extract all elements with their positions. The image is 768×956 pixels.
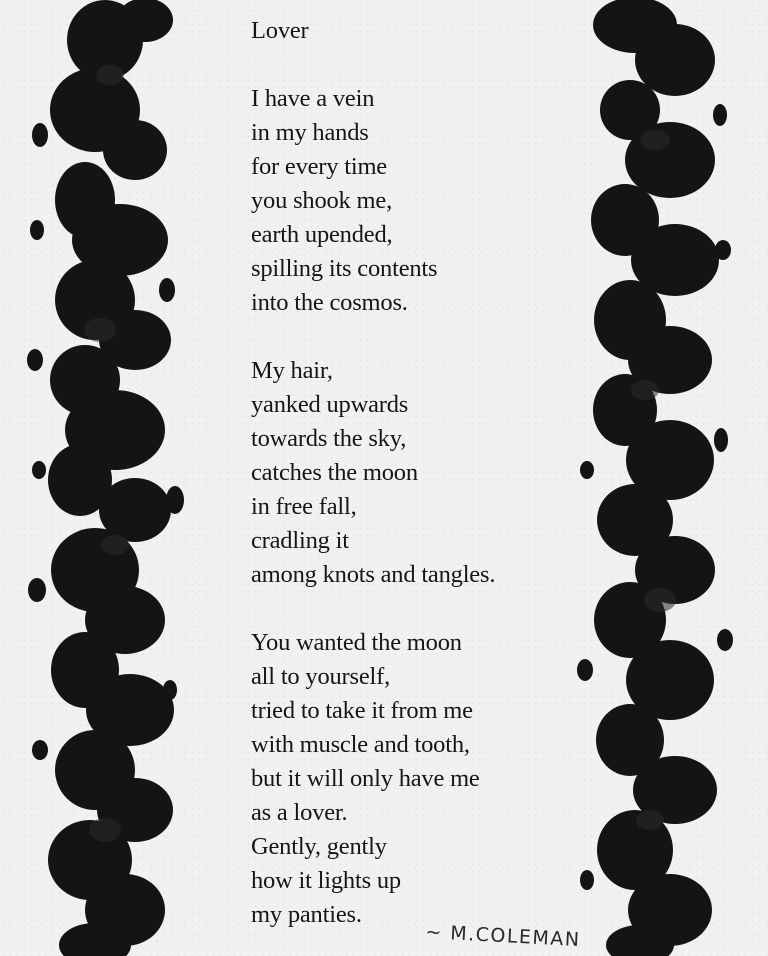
poem-line: my panties. [251, 901, 362, 928]
poem-line: spilling its contents [251, 255, 438, 282]
poem-line: for every time [251, 153, 387, 180]
poem-line: in my hands [251, 119, 369, 146]
stanza-break [251, 48, 551, 82]
poem-line: My hair, [251, 357, 333, 384]
poem-line: among knots and tangles. [251, 561, 496, 588]
poem-line: but it will only have me [251, 765, 480, 792]
stanza-break [251, 592, 551, 626]
ink-blots-left [25, 0, 195, 956]
poem-line: You wanted the moon [251, 629, 462, 656]
ink-border-left [25, 0, 195, 956]
author-signature: ~ M.COLEMAN [424, 921, 582, 952]
poem-title: Lover [251, 17, 309, 44]
poem-line: into the cosmos. [251, 289, 408, 316]
stanza-3 [251, 626, 551, 932]
poem-line: how it lights up [251, 867, 401, 894]
poem-line: I have a vein [251, 85, 375, 112]
poem-line: catches the moon [251, 459, 418, 486]
stanza-break [251, 320, 551, 354]
poem-line: in free fall, [251, 493, 357, 520]
poem-line: all to yourself, [251, 663, 391, 690]
poem-line: you shook me, [251, 187, 392, 214]
poem-line: as a lover. [251, 799, 348, 826]
stanza-2 [251, 354, 551, 592]
poem-line: earth upended, [251, 221, 393, 248]
ink-border-right [575, 0, 735, 956]
poem-line: cradling it [251, 527, 349, 554]
poem-line: with muscle and tooth, [251, 731, 470, 758]
poem-line: towards the sky, [251, 425, 407, 452]
ink-blots-right [575, 0, 735, 956]
poem-line: Gently, gently [251, 833, 387, 860]
poem-line: yanked upwards [251, 391, 409, 418]
poem [251, 14, 551, 932]
poem-line: tried to take it from me [251, 697, 473, 724]
stanza-1 [251, 82, 551, 320]
